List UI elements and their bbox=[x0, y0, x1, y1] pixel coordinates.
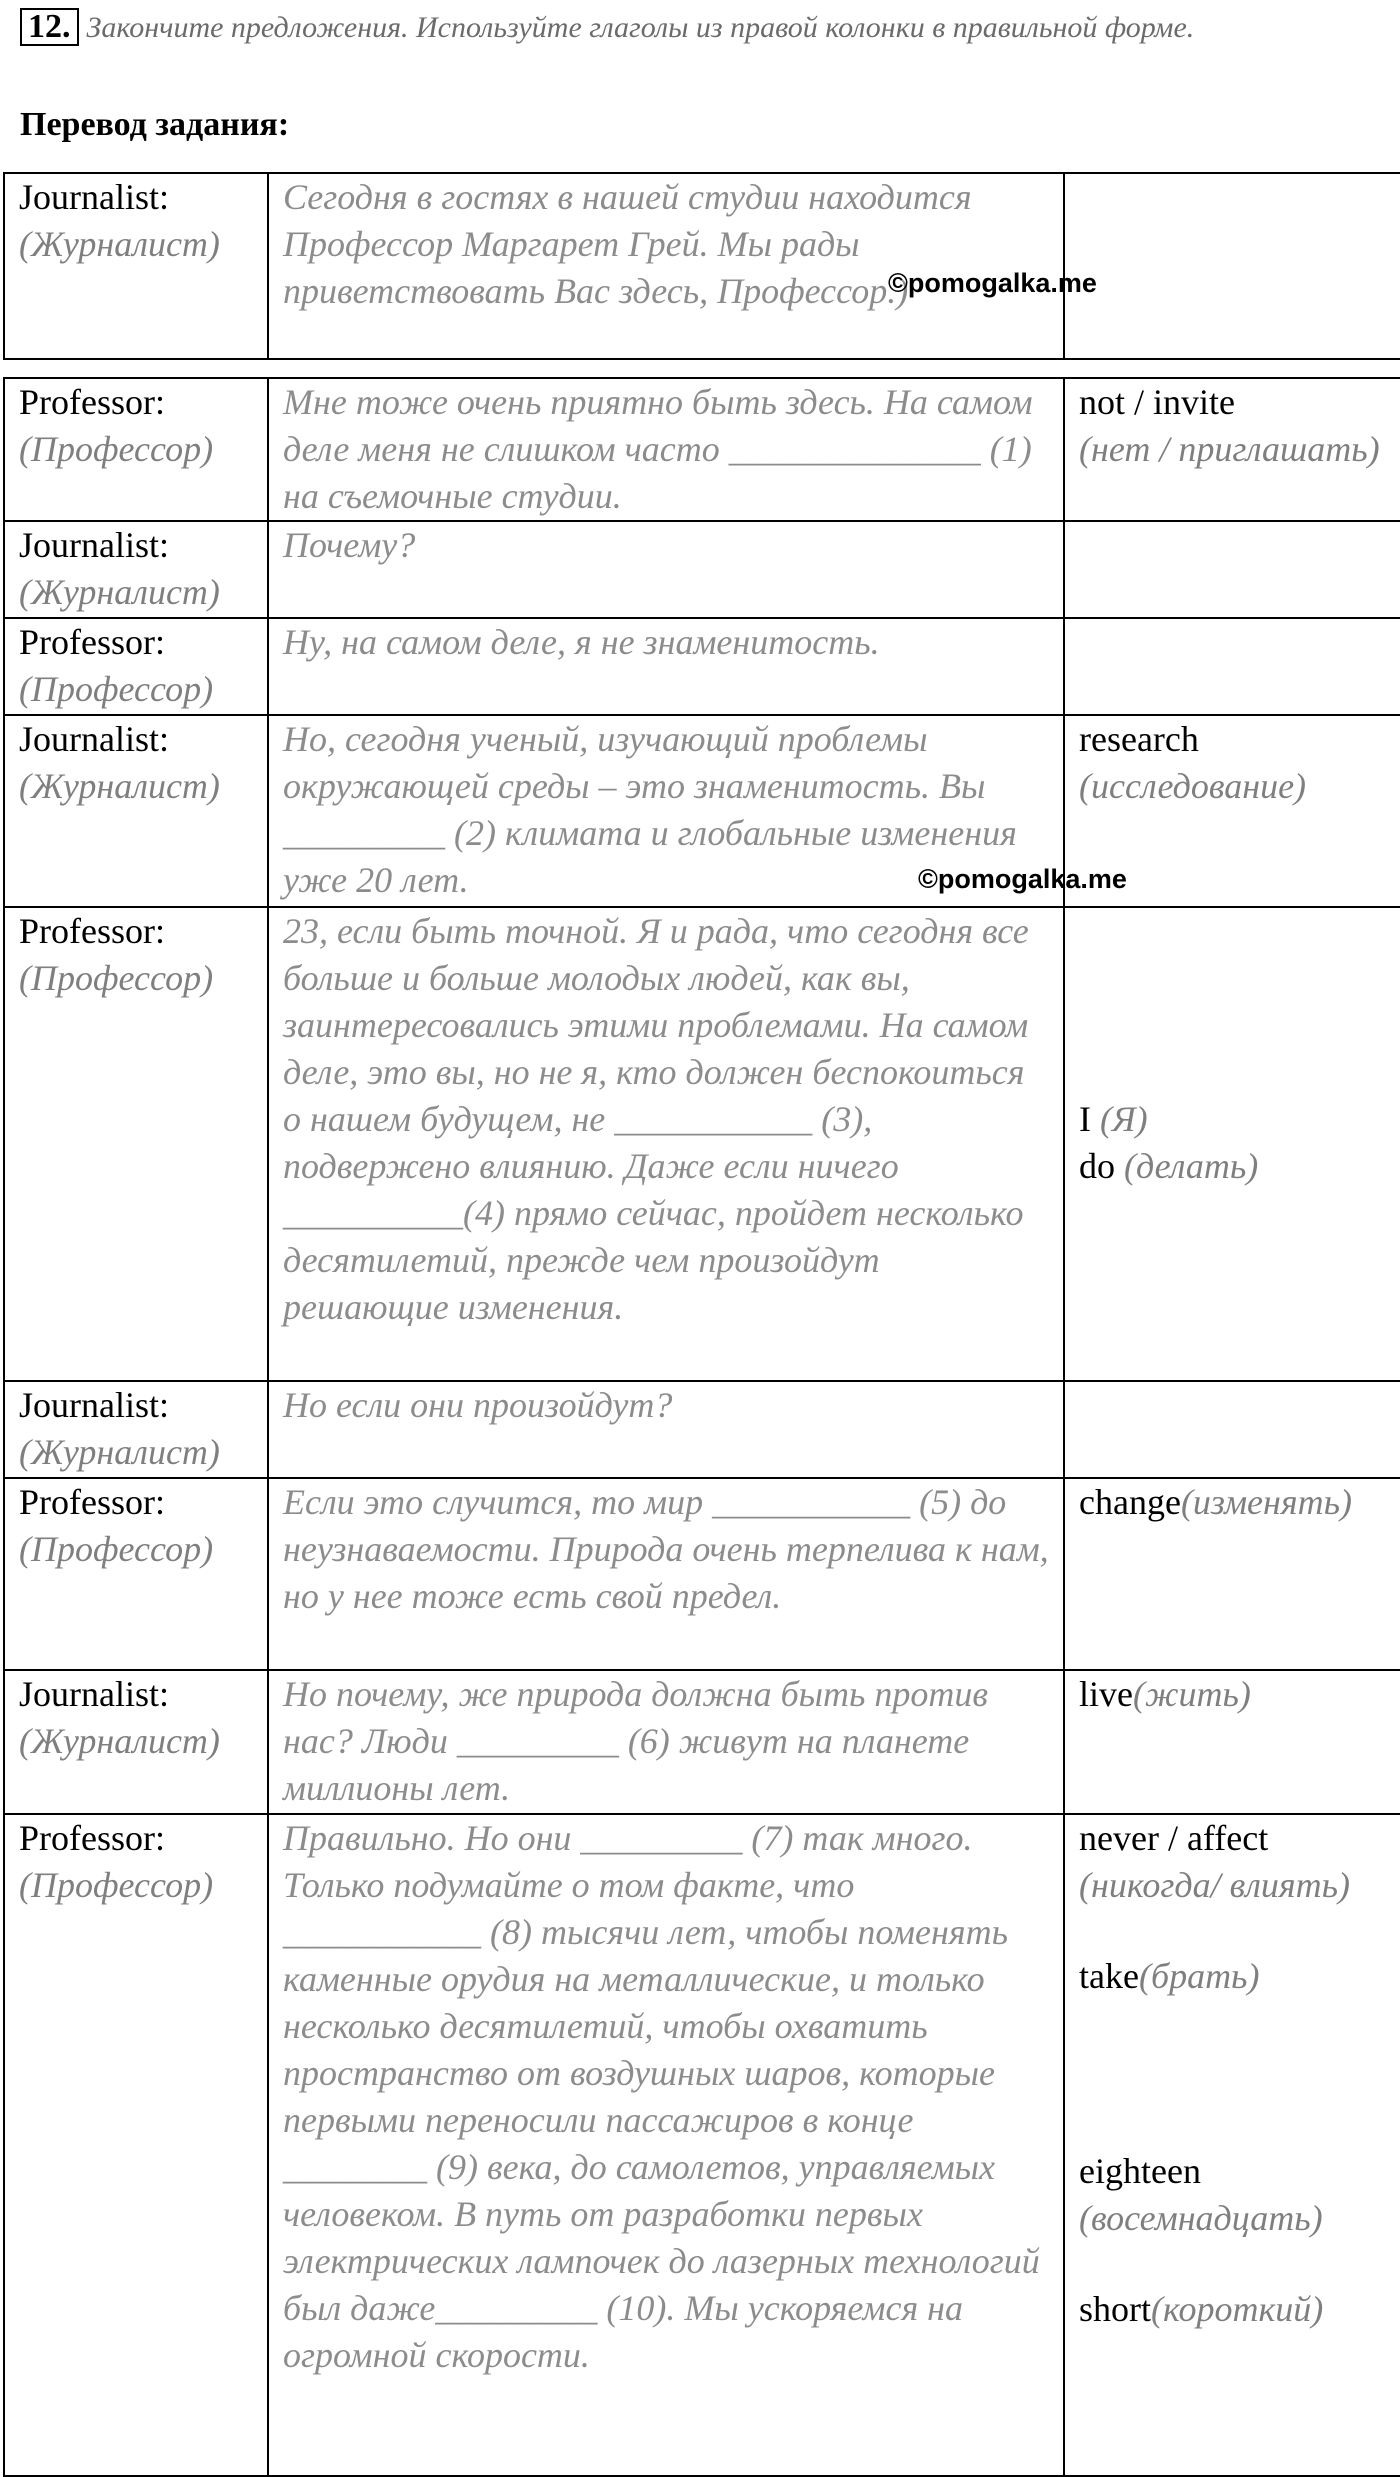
speaker-cell bbox=[4, 618, 268, 715]
speaker-name-translation: (Журналист) bbox=[19, 1721, 220, 1761]
verb-hint bbox=[1079, 1953, 1399, 2000]
speaker-name: Journalist: bbox=[19, 1385, 169, 1425]
speaker-cell bbox=[4, 1381, 268, 1478]
speaker-name-translation: (Журналист) bbox=[19, 224, 220, 264]
hint-cell bbox=[1064, 907, 1400, 1381]
hint-cell bbox=[1064, 173, 1400, 359]
speaker-name: Professor: bbox=[19, 1482, 165, 1522]
verb-hint bbox=[1079, 716, 1399, 810]
hint-cell bbox=[1064, 378, 1400, 521]
speaker-cell bbox=[4, 173, 268, 359]
speaker-name-translation: (Профессор) bbox=[19, 1865, 214, 1905]
dialogue-table bbox=[3, 377, 1400, 2477]
table-row bbox=[4, 1814, 1400, 2476]
hint-cell bbox=[1064, 521, 1400, 618]
dialogue-text: 23, если быть точной. Я и рада, что сегодня все больше и больше молодых людей, как вы, заинтересовались этими проблемами. На самом деле, это вы, но не я, кто должен беспокоиться о нашем будущем, не ___________ (3), подвержено влиянию. Даже если ничего __________(4) прямо сейчас, пройдет несколько десятилетий, прежде чем произойдут решающие изменения. bbox=[283, 911, 1029, 1327]
verb-hint-english: never / affect bbox=[1079, 1818, 1269, 1858]
verb-hint bbox=[1079, 1671, 1399, 1718]
verb-hint-english: take bbox=[1079, 1956, 1139, 1996]
watermark: ©pomogalka.me bbox=[888, 268, 1097, 298]
speaker-name: Professor: bbox=[19, 911, 165, 951]
dialogue-text: Правильно. Но они _________ (7) так много. Только подумайте о том факте, что ___________ (8) тысячи лет, чтобы поменять каменные орудия на металлические, и только несколько десятилетий, чтобы охватить пространство от воздушных шаров, которые первыми переносили пассажиров в конце ________ (9) века, до самолетов, управляемых человеком. В путь от разработки первых электрических лампочек до лазерных технологий был даже_________ (10). Мы ускоряемся на огромной скорости. bbox=[283, 1818, 1040, 2375]
verb-hint-english: I bbox=[1079, 1099, 1091, 1139]
verb-hint-russian: (исследование) bbox=[1079, 766, 1307, 806]
verb-hint-russian: (восемнадцать) bbox=[1079, 2198, 1323, 2238]
verb-hint-english: live bbox=[1079, 1674, 1133, 1714]
dialogue-text-cell bbox=[268, 1478, 1064, 1670]
speaker-name-translation: (Журналист) bbox=[19, 1432, 220, 1472]
hint-cell bbox=[1064, 1670, 1400, 1814]
speaker-name: Journalist: bbox=[19, 177, 169, 217]
verb-hint-english: not / invite bbox=[1079, 382, 1235, 422]
hint-cell bbox=[1064, 1478, 1400, 1670]
task-number: 12. bbox=[20, 8, 79, 46]
dialogue-text-cell bbox=[268, 907, 1064, 1381]
verb-hint-english: research bbox=[1079, 719, 1199, 759]
dialogue-text-cell bbox=[268, 618, 1064, 715]
speaker-name: Journalist: bbox=[19, 1674, 169, 1714]
dialogue-text: Ну, на самом деле, я не знаменитость. bbox=[283, 622, 880, 662]
verb-hint-english: short bbox=[1079, 2289, 1151, 2329]
speaker-cell bbox=[4, 1814, 268, 2476]
table-row bbox=[4, 715, 1400, 907]
speaker-name-translation: (Профессор) bbox=[19, 429, 214, 469]
speaker-name-translation: (Профессор) bbox=[19, 1529, 214, 1569]
task-header bbox=[20, 6, 1380, 50]
verb-hint bbox=[1079, 1479, 1399, 1526]
dialogue-text-cell bbox=[268, 1381, 1064, 1478]
verb-hint-russian: (короткий) bbox=[1151, 2289, 1324, 2329]
dialogue-text-cell bbox=[268, 1814, 1064, 2476]
speaker-name-translation: (Журналист) bbox=[19, 572, 220, 612]
verb-hint-russian: (изменять) bbox=[1180, 1482, 1352, 1522]
verb-hint bbox=[1079, 1143, 1399, 1190]
verb-hint-russian: (делать) bbox=[1124, 1146, 1259, 1186]
table-row bbox=[4, 173, 1400, 359]
verb-hint bbox=[1079, 1096, 1399, 1143]
intro-table bbox=[3, 172, 1400, 360]
dialogue-text-cell bbox=[268, 378, 1064, 521]
speaker-cell bbox=[4, 378, 268, 521]
dialogue-text-cell bbox=[268, 1670, 1064, 1814]
table-row bbox=[4, 907, 1400, 1381]
speaker-cell bbox=[4, 715, 268, 907]
speaker-name: Journalist: bbox=[19, 719, 169, 759]
table-row bbox=[4, 521, 1400, 618]
verb-hint-russian: (нет / приглашать) bbox=[1079, 429, 1380, 469]
table-row bbox=[4, 1670, 1400, 1814]
speaker-name-translation: (Профессор) bbox=[19, 958, 214, 998]
verb-hint-russian: (никогда/ влиять) bbox=[1079, 1865, 1351, 1905]
speaker-name: Professor: bbox=[19, 1818, 165, 1858]
table-row bbox=[4, 378, 1400, 521]
verb-hint-russian: (жить) bbox=[1132, 1674, 1251, 1714]
speaker-name: Professor: bbox=[19, 382, 165, 422]
dialogue-text: Но, сегодня ученый, изучающий проблемы окружающей среды – это знаменитость. Вы _________ (2) климата и глобальные изменения уже 20 лет. bbox=[283, 719, 1017, 900]
watermark: ©pomogalka.me bbox=[918, 864, 1127, 894]
section-title: Перевод задания: bbox=[20, 106, 290, 143]
speaker-name-translation: (Профессор) bbox=[19, 669, 214, 709]
speaker-cell bbox=[4, 521, 268, 618]
speaker-name: Professor: bbox=[19, 622, 165, 662]
speaker-cell bbox=[4, 907, 268, 1381]
hint-cell bbox=[1064, 618, 1400, 715]
table-row bbox=[4, 1478, 1400, 1670]
table-row bbox=[4, 618, 1400, 715]
verb-hint-english: do bbox=[1079, 1146, 1115, 1186]
table-row bbox=[4, 1381, 1400, 1478]
verb-hint-russian: (Я) bbox=[1100, 1099, 1148, 1139]
dialogue-text: Если это случится, то мир ___________ (5) до неузнаваемости. Природа очень терпелива к нам, но у нее тоже есть свой предел. bbox=[283, 1482, 1049, 1616]
speaker-name: Journalist: bbox=[19, 525, 169, 565]
verb-hint bbox=[1079, 1815, 1399, 1909]
speaker-cell bbox=[4, 1670, 268, 1814]
dialogue-text: Но если они произойдут? bbox=[283, 1385, 673, 1425]
hint-cell bbox=[1064, 1381, 1400, 1478]
dialogue-text-cell bbox=[268, 173, 1064, 359]
task-instruction: Закончите предложения. Используйте глаголы из правой колонки в правильной форме. bbox=[86, 11, 1195, 44]
verb-hint-russian: (брать) bbox=[1138, 1956, 1260, 1996]
verb-hint bbox=[1079, 379, 1399, 473]
dialogue-text: Но почему, же природа должна быть против нас? Люди _________ (6) живут на планете миллионы лет. bbox=[283, 1674, 989, 1808]
dialogue-text: Почему? bbox=[283, 525, 416, 565]
dialogue-text-cell bbox=[268, 521, 1064, 618]
dialogue-text: Сегодня в гостях в нашей студии находится Профессор Маргарет Грей. Мы рады приветствовать Вас здесь, Профессор.) bbox=[283, 177, 972, 311]
verb-hint bbox=[1079, 2148, 1399, 2242]
dialogue-text: Мне тоже очень приятно быть здесь. На самом деле меня не слишком часто ______________ (1) на съемочные студии. bbox=[283, 382, 1033, 516]
verb-hint-english: eighteen bbox=[1079, 2151, 1201, 2191]
hint-cell bbox=[1064, 1814, 1400, 2476]
speaker-name-translation: (Журналист) bbox=[19, 766, 220, 806]
speaker-cell bbox=[4, 1478, 268, 1670]
verb-hint-english: change bbox=[1079, 1482, 1181, 1522]
verb-hint bbox=[1079, 2286, 1399, 2333]
